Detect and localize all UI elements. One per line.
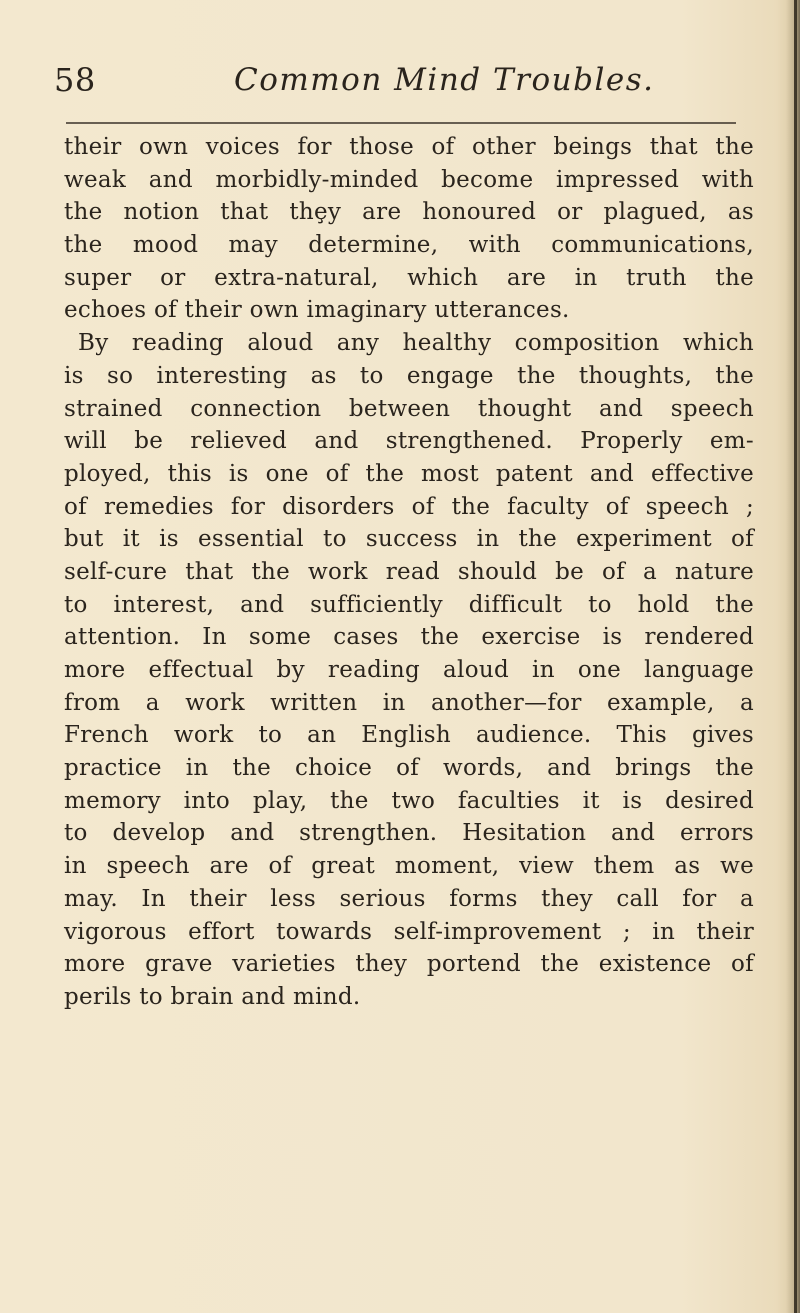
page-number: 58 xyxy=(54,61,96,99)
text-line: practice in the choice of words, and brings the xyxy=(64,755,754,782)
text-line: of remedies for disorders of the faculty of speech ; xyxy=(64,493,754,520)
text-line: to interest, and sufficiently difficult to hold the xyxy=(64,591,754,618)
text-line: ployed, this is one of the most patent and effective xyxy=(64,460,754,487)
page-header xyxy=(54,54,754,108)
text-line: more effectual by reading aloud in one language xyxy=(64,657,754,683)
text-line: to develop and strengthen. Hesitation and errors xyxy=(64,820,754,847)
text-line: will be relieved and strengthened. Properly em- xyxy=(64,428,754,455)
text-line: in speech are of great moment, view them as we xyxy=(64,853,754,880)
text-line: memory into play, the two faculties it is desired xyxy=(64,787,754,814)
header-rule xyxy=(66,122,736,124)
text-line: By reading aloud any healthy composition which xyxy=(78,330,754,357)
page-edge xyxy=(794,0,797,1313)
text-line: perils to brain and mind. xyxy=(64,983,361,1010)
text-line: the notion that thȩy are honoured or plagued, as xyxy=(64,199,754,226)
text-line: more grave varieties they portend the existence of xyxy=(64,951,754,978)
text-line: is so interesting as to engage the thoughts, the xyxy=(64,362,754,389)
text-line: vigorous effort towards self-improvement ; in their xyxy=(64,918,754,945)
text-line: strained connection between thought and speech xyxy=(64,395,754,422)
text-line: their own voices for those of other beings that the xyxy=(64,134,754,160)
text-line: echoes of their own imaginary utterances. xyxy=(64,297,570,324)
text-line: from a work written in another—for example, a xyxy=(64,689,754,716)
text-line: attention. In some cases the exercise is rendered xyxy=(64,624,754,651)
body-text xyxy=(64,131,754,1014)
text-line: self-cure that the work read should be of a nature xyxy=(64,558,754,585)
running-title: Common Mind Troubles. xyxy=(234,62,655,98)
text-line: but it is essential to success in the experiment of xyxy=(64,526,754,553)
text-line: may. In their less serious forms they call for a xyxy=(64,885,754,912)
page-edge-shadow xyxy=(786,0,800,1313)
text-line: weak and morbidly-minded become impressed with xyxy=(64,166,754,193)
text-line: the mood may determine, with communications, xyxy=(64,232,754,259)
text-line: super or extra-natural, which are in truth the xyxy=(64,264,754,291)
text-line: French work to an English audience. This gives xyxy=(64,722,754,749)
